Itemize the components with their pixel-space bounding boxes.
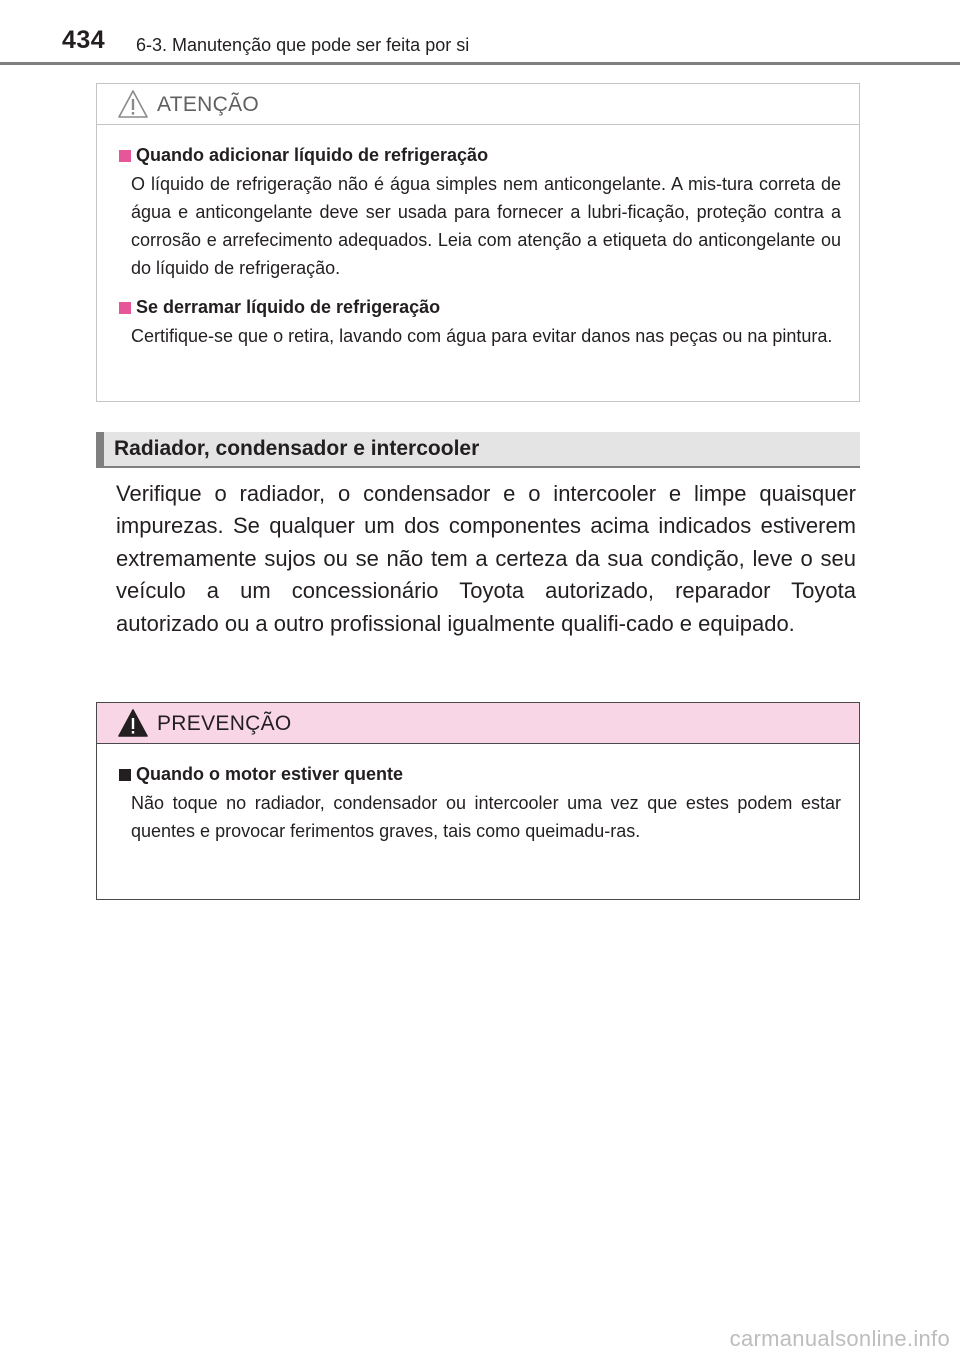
section-paragraph: Verifique o radiador, o condensador e o intercooler e limpe quaisquer impurezas. Se qualquer um dos componentes acima indicados estiverem extremamente sujos ou se não tem a certeza da sua condição, leve o seu veículo a um concessionário Toyota autorizado, reparador Toyota autorizado ou a outro profissional igualmente qualifi-cado e equipado.	[116, 481, 856, 636]
caution-item-text: O líquido de refrigeração não é água simples nem anticongelante. A mis-tura correta de água e anticongelante deve ser usada para fornecer a lubri-ficação, proteção contra a corrosão e arrefecimento adequados. Leia com atenção a etiqueta do anticongelante ou do líquido de refrigeração.	[131, 174, 841, 278]
warning-item-title-text: Quando o motor estiver quente	[136, 764, 404, 784]
caution-item-text: Certifique-se que o retira, lavando com água para evitar danos nas peças ou na pintura.	[131, 326, 833, 346]
warning-box-body	[97, 763, 859, 845]
section-heading-bar	[96, 432, 860, 468]
caution-box	[96, 83, 860, 402]
caution-label: ATENÇÃO	[157, 93, 260, 116]
warning-box-header	[97, 703, 859, 744]
section-heading: Radiador, condensador e intercooler	[114, 437, 480, 460]
warning-item-text: Não toque no radiador, condensador ou intercooler uma vez que estes podem estar quentes e provocar ferimentos graves, tais como queimadu-ras.	[131, 793, 841, 841]
bullet-square-icon	[119, 769, 131, 781]
header-rule	[0, 62, 960, 65]
caution-box-header	[97, 84, 859, 125]
caution-item-title-text: Quando adicionar líquido de refrigeração	[136, 145, 489, 165]
bullet-square-icon	[119, 302, 131, 314]
warning-label: PREVENÇÃO	[157, 712, 292, 735]
watermark: carmanualsonline.info	[729, 1326, 950, 1351]
warning-triangle-icon	[117, 708, 149, 738]
caution-box-body	[97, 144, 859, 350]
caution-item-title-text: Se derramar líquido de refrigeração	[136, 297, 441, 317]
warning-box	[96, 702, 860, 900]
caution-triangle-icon	[117, 89, 149, 119]
caution-item-title	[119, 296, 841, 318]
caution-item-title	[119, 144, 841, 166]
page-number: 434	[62, 26, 106, 54]
section-title: 6-3. Manutenção que pode ser feita por si	[136, 35, 470, 55]
page-header	[0, 0, 960, 64]
bullet-square-icon	[119, 150, 131, 162]
warning-item-title	[119, 763, 841, 785]
